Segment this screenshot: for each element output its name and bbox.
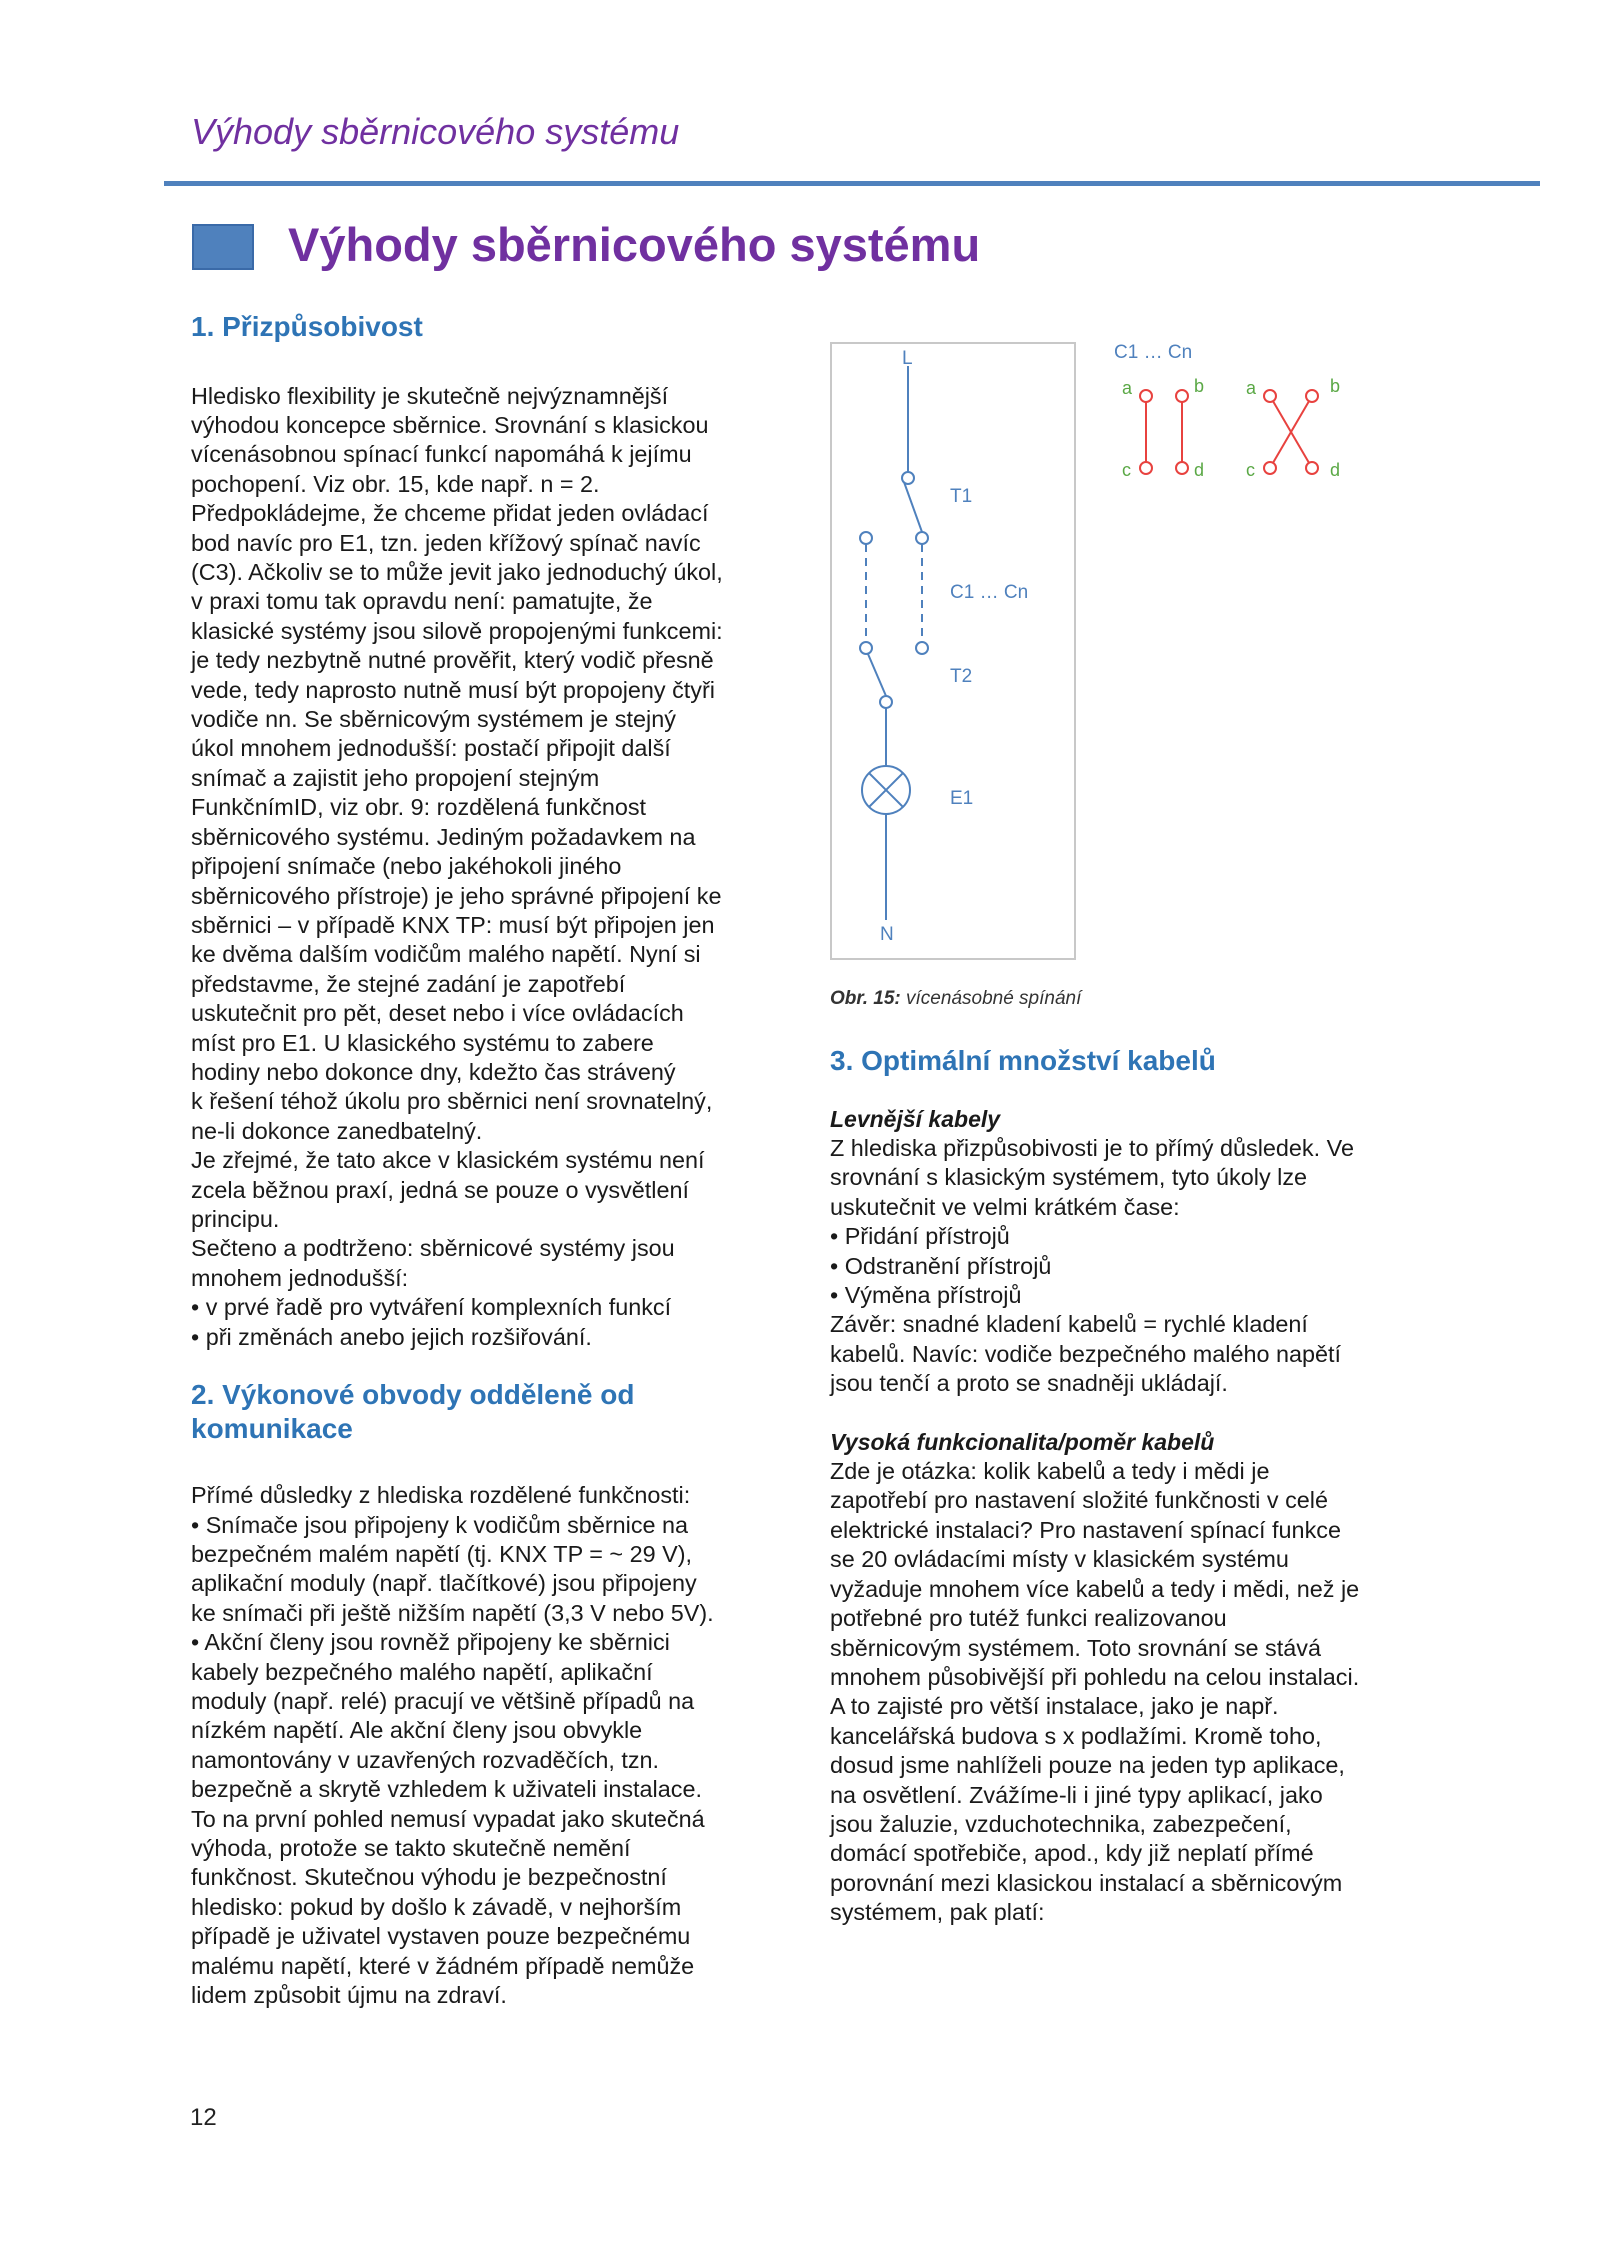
figure-caption-text: vícenásobné spínání bbox=[900, 988, 1082, 1009]
section-3-text-2: Zde je otázka: kolik kabelů a tedy i mědi je zapotřebí pro nastavení složité funkčnosti v celé elektrické instalaci? Pro nastavení spínací funkce se 20 ovládacími místy v klasickém systému vyžaduje mnohem více kabelů a tedy i mědi, než je potřebné pro tutéž funkci realizovanou sběrnicovým systémem. Toto srovnání se stává mnohem působivější při pohledu na celou instalaci. A to zajisté pro větší instalace, jako je např. kancelářská budova s x podlažími. Kromě toho, dosud jsme nahlíželi pouze na jeden typ aplikace, na osvětlení. Zvážíme-li i jiné typy aplikací, jako jsou žaluzie, vzduchotechnika, zabezpečení, domácí spotřebiče, apod., kdy již neplatí přímé porovnání mezi klasickou instalací a sběrnicovým systémem, pak platí: bbox=[830, 1458, 1360, 1926]
switch-t1-blade bbox=[904, 482, 922, 532]
letter-d: d bbox=[1330, 460, 1341, 480]
switch-t2-blade bbox=[868, 654, 886, 696]
figure-caption bbox=[830, 988, 1081, 1010]
running-header: Výhody sběrnicového systému bbox=[191, 111, 680, 152]
multiple-switching-diagram bbox=[830, 330, 1450, 970]
section-1-heading: 1. Přizpůsobivost bbox=[191, 311, 423, 342]
letter-b: b bbox=[1330, 376, 1341, 396]
page-number: 12 bbox=[190, 2104, 217, 2131]
terminal bbox=[916, 532, 928, 544]
section-3-text-1: Z hlediska přizpůsobivosti je to přímý důsledek. Ve srovnání s klasickým systémem, tyto úkoly lze uskutečnit ve velmi krátkém čase: • Přidání přístrojů • Odstranění přístrojů • Výměna přístrojů Závěr: snadné kladení kabelů = rychlé kladení kabelů. Navíc: vodiče bezpečného malého napětí jsou tenčí a proto se snadněji ukládají. bbox=[830, 1135, 1354, 1397]
header-rule bbox=[164, 181, 1540, 186]
right-column bbox=[830, 1044, 1470, 1928]
terminal-b bbox=[1176, 390, 1188, 402]
subheading-functionality-ratio: Vysoká funkcionalita/poměr kabelů bbox=[830, 1428, 1215, 1455]
terminal-d bbox=[1306, 462, 1318, 474]
terminal-a bbox=[1140, 390, 1152, 402]
terminal bbox=[916, 642, 928, 654]
terminal-b bbox=[1306, 390, 1318, 402]
letter-b: b bbox=[1194, 376, 1205, 396]
terminal-c bbox=[1264, 462, 1276, 474]
page-title: Výhody sběrnicového systému bbox=[288, 218, 981, 271]
section-1-text: Hledisko flexibility je skutečně nejvýznamnější výhodou koncepce sběrnice. Srovnání s klasickou vícenásobnou spínací funkcí napomáhá k jejímu pochopení. Viz obr. 15, kde např. n = 2. Předpokládejme, že chceme přidat jeden ovládací bod navíc pro E1, tzn. jeden křížový spínač navíc (C3). Ačkoliv se to může jevit jako jednoduchý úkol, v praxi tomu tak opravdu není: pamatujte, že klasické systémy jsou silově propojenými funkcemi: je tedy nezbytně nutné prověřit, který vodič přesně vede, tedy naprosto nutně musí být propojeny čtyři vodiče nn. Se sběrnicovým systémem je stejný úkol mnohem jednodušší: postačí připojit další snímač a zajistit jeho propojení stejným FunkčnímID, viz obr. 9: rozdělená funkčnost sběrnicového systému. Jediným požadavkem na připojení snímače (nebo jakéhokoli jiného sběrnicového přístroje) je jeho správné připojení ke sběrnici – v případě KNX TP: musí být připojen jen ke dvěma dalším vodičům malého napětí. Nyní si představme, že stejné zadání je zapotřebí uskutečnit pro pět, deset nebo i více ovládacích míst pro E1. U klasického systému to zabere hodiny nebo dokonce dny, kdežto čas strávený k řešení téhož úkolu pro sběrnici není srovnatelný, ne-li dokonce zanedbatelný. Je zřejmé, že tato akce v klasickém systému není zcela běžnou praxí, jedná se pouze o vysvětlení principu. Sečteno a podtrženo: sběrnicové systémy jsou mnohem jednodušší: • v prvé řadě pro vytváření komplexních funkcí • při změnách anebo jejich rozšiřování. bbox=[191, 382, 723, 1350]
label-t2: T2 bbox=[950, 666, 973, 687]
letter-c: c bbox=[1122, 460, 1131, 480]
label-n: N bbox=[880, 924, 894, 945]
terminal-d bbox=[1176, 462, 1188, 474]
terminal bbox=[860, 642, 872, 654]
terminal bbox=[880, 696, 892, 708]
section-2-text: Přímé důsledky z hlediska rozdělené funkčnosti: • Snímače jsou připojeny k vodičům sběrnice na bezpečném malém napětí (tj. KNX TP = ~ 29 V), aplikační moduly (např. tlačítkové) jsou připojeny ke snímači při ještě nižším napětí (3,3 V nebo 5V). • Akční členy jsou rovněž připojeny ke sběrnici kabely bezpečného malého napětí, aplikační moduly (např. relé) pracují ve většině případů na nízkém napětí. Ale akční členy jsou obvykle namontovány v uzavřených rozvaděčích, tzn. bezpečně a skrytě vzhledem k uživateli instalace. To na první pohled nemusí vypadat jako skutečná výhoda, protože se takto skutečně nemění funkčnost. Skutečnou výhodu je bezpečnostní hledisko: pokud by došlo k závadě, v nejhorším případě je uživatel vystaven pouze bezpečnému malému napětí, které v žádném případě nemůže lidem způsobit újmu na zdraví. bbox=[191, 1482, 714, 2009]
left-column bbox=[191, 310, 791, 2011]
terminal-a bbox=[1264, 390, 1276, 402]
label-t1: T1 bbox=[950, 486, 973, 507]
terminal bbox=[860, 532, 872, 544]
figure-caption-number: Obr. 15: bbox=[830, 988, 901, 1009]
letter-a: a bbox=[1246, 378, 1257, 398]
section-2-heading: 2. Výkonové obvody odděleně od komunikace bbox=[191, 1379, 635, 1444]
letter-a: a bbox=[1122, 378, 1133, 398]
label-c: C1 … Cn bbox=[950, 582, 1029, 603]
title-square-icon bbox=[192, 224, 254, 270]
letter-d: d bbox=[1194, 460, 1205, 480]
label-e1: E1 bbox=[950, 788, 974, 809]
section-3-heading: 3. Optimální množství kabelů bbox=[830, 1045, 1216, 1076]
label-l: L bbox=[902, 348, 913, 369]
letter-c: c bbox=[1246, 460, 1255, 480]
subheading-cheaper-cables: Levnější kabely bbox=[830, 1105, 1001, 1132]
terminal-c bbox=[1140, 462, 1152, 474]
label-c-top: C1 … Cn bbox=[1114, 342, 1193, 363]
